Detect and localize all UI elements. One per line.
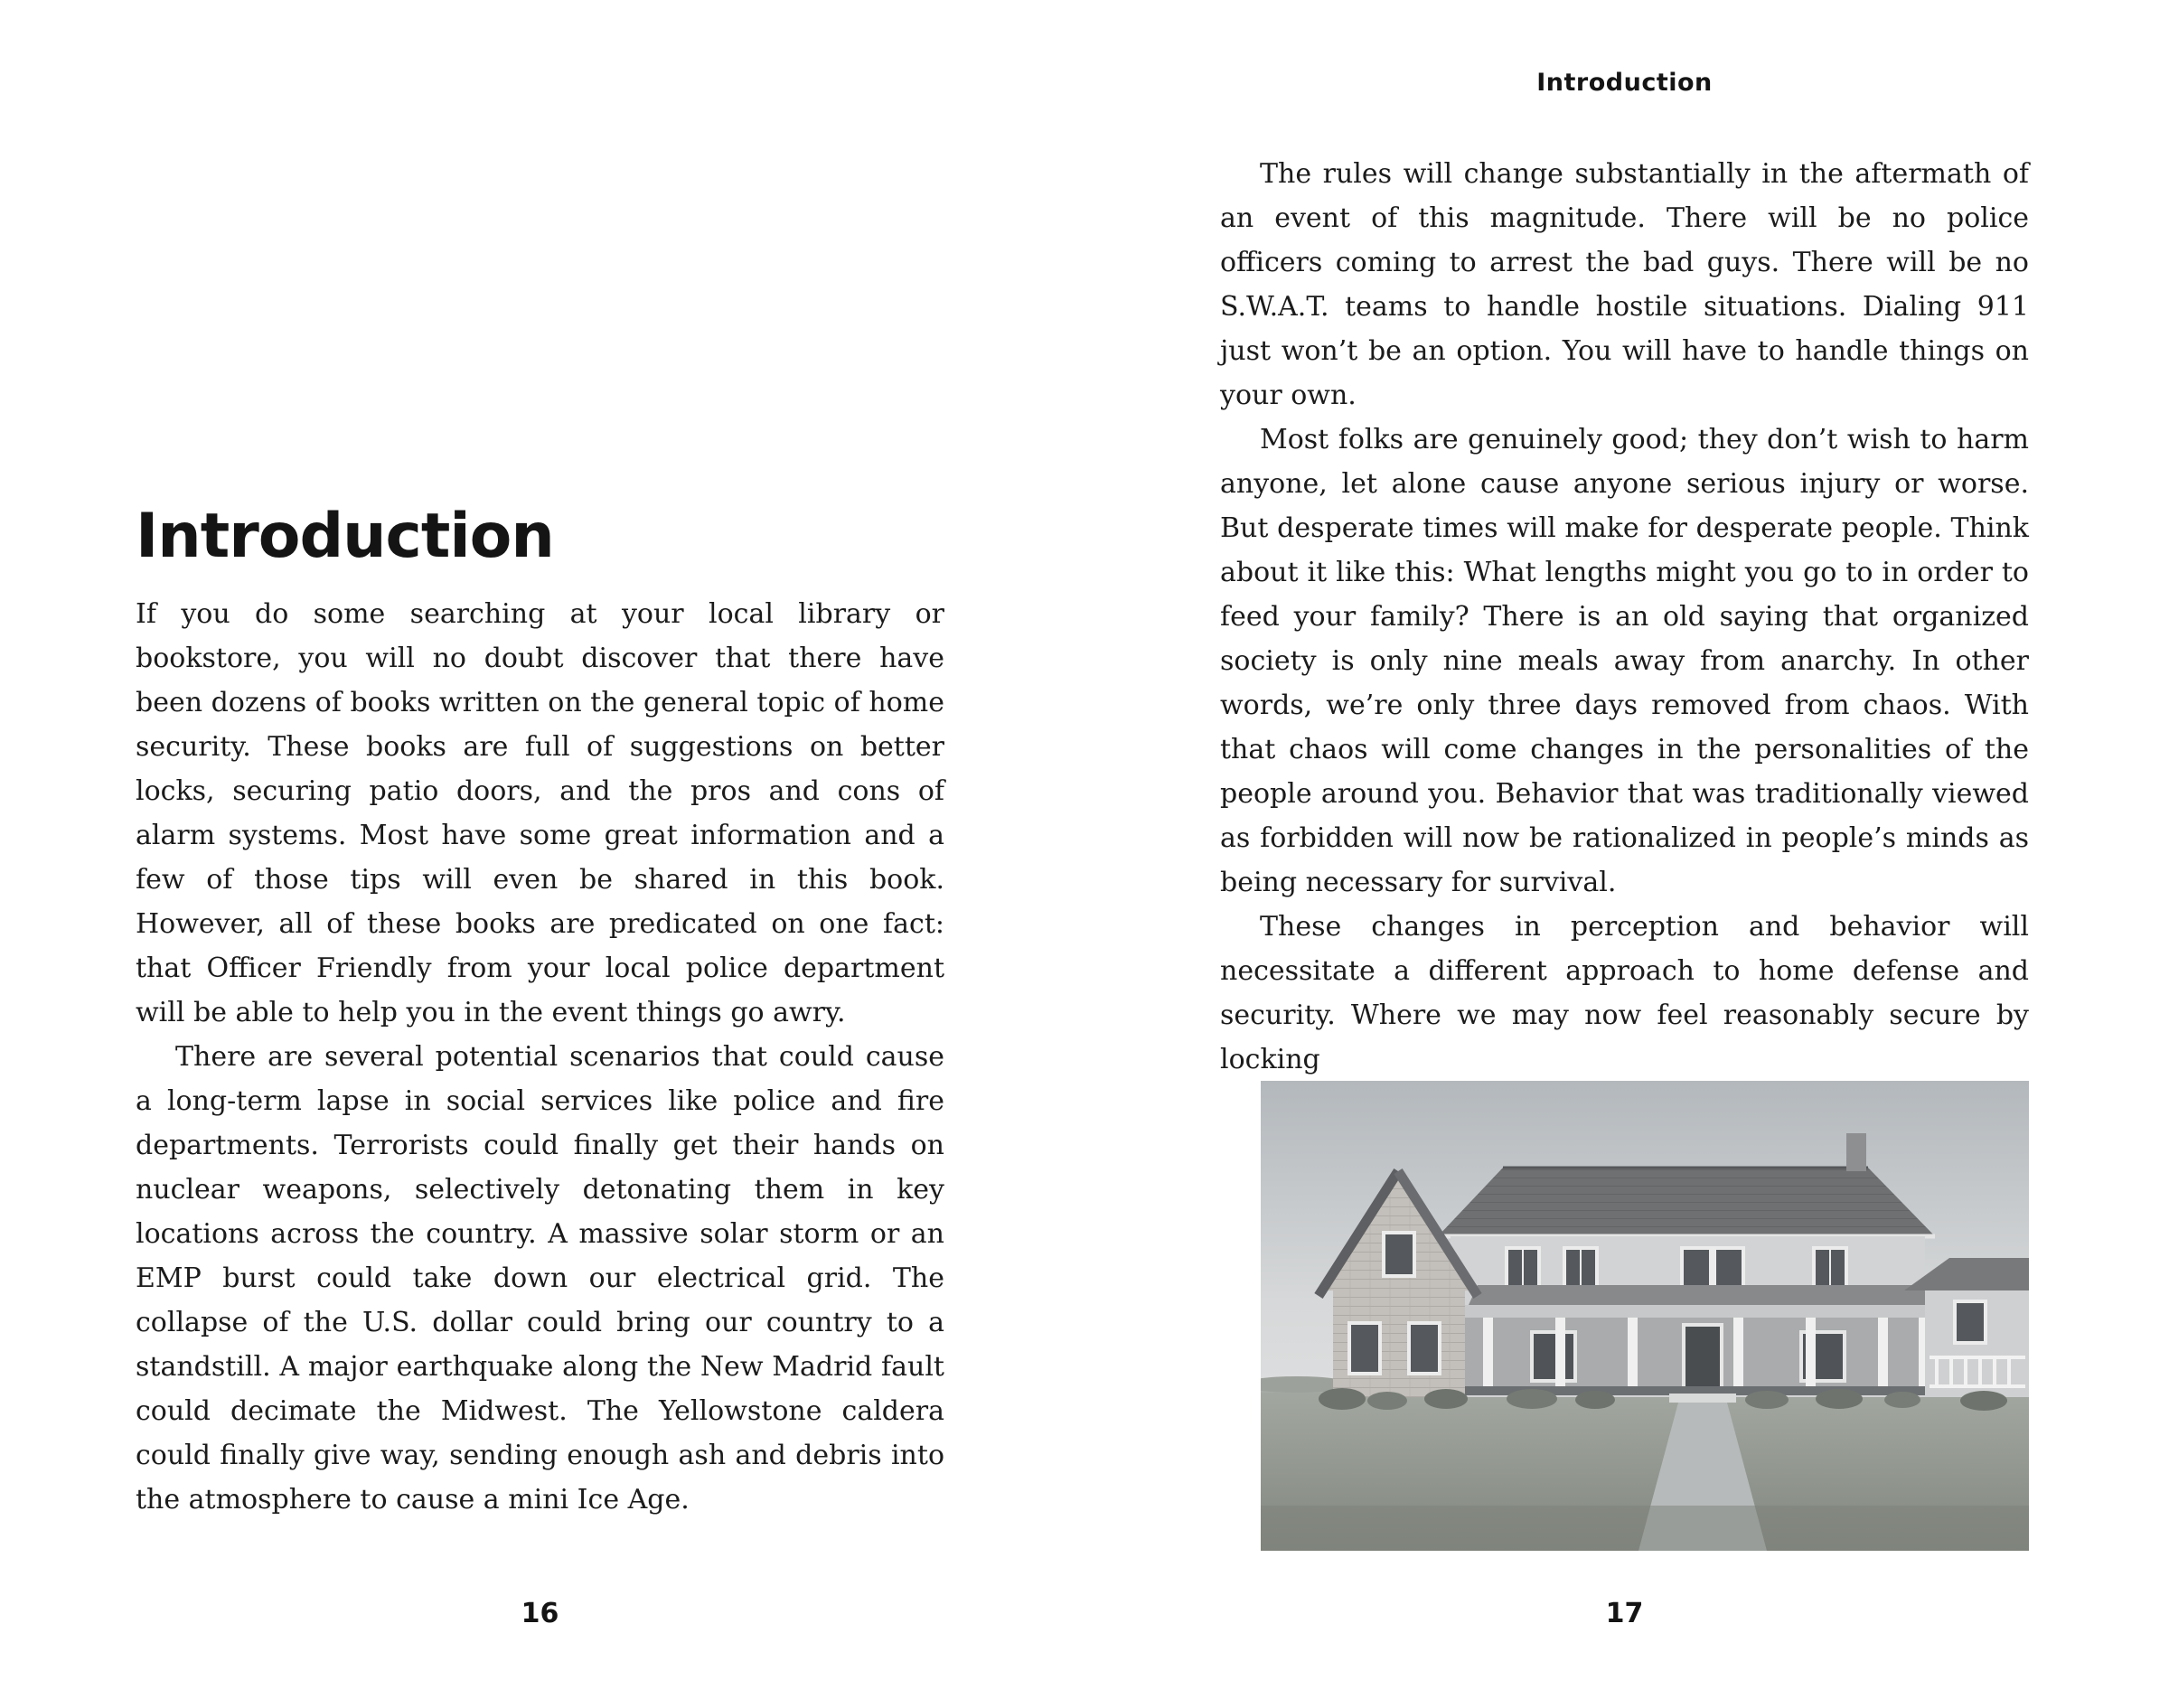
right-body-text: [1220, 152, 2029, 1082]
paragraph: The rules will change substantially in the aftermath of an event of this magnitude. There will be no police officers coming to arrest the bad guys. There will be no S.W.A.T. teams to handle hostile situations. Dialing 911 just won’t be an option. You will have to handle things on your own.: [1220, 158, 2029, 411]
right-page: [1084, 0, 2169, 1708]
paragraph: There are several potential scenarios that could cause a long-term lapse in social services like police and fire departments. Terrorists could finally get their hands on nuclear weapons, selectively detonating them in key locations across the country. A massive solar storm or an EMP burst could take down our electrical grid. The collapse of the U.S. dollar could bring our country to a standstill. A major earthquake along the New Madrid fault could decimate the Midwest. The Yellowstone caldera could finally give way, sending enough ash and debris into the atmosphere to cause a mini Ice Age.: [136, 1041, 944, 1516]
house-photo: [1261, 1081, 2029, 1551]
paragraph: These changes in perception and behavior will necessitate a different approach to home defense and security. Where we may now feel reasonably secure by locking: [1220, 911, 2029, 1075]
photo-front-door: [1684, 1325, 1722, 1390]
chapter-title: Introduction: [136, 500, 554, 572]
left-body-text: [136, 592, 944, 1522]
paragraph: Most folks are genuinely good; they don’t wish to harm anyone, let alone cause anyone serious injury or worse. But desperate times will make for desperate people. Think about it like this: What lengths might you go to in order to feed your family? There is an old saying that organized society is only nine meals away from anarchy. In other words, we’re only three days removed from chaos. With that chaos will come changes in the personalities of the people around you. Behavior that was traditionally viewed as forbidden will now be rationalized in people’s minds as being necessary for survival.: [1220, 424, 2029, 898]
paragraph: If you do some searching at your local library or bookstore, you will no doubt discover that there have been dozens of books written on the general topic of home security. These books are full of suggestions on better locks, securing patio doors, and the pros and cons of alarm systems. Most have some great information and a few of those tips will even be shared in this book. However, all of these books are predicated on one fact: that Officer Friendly from your local police department will be able to help you in the event things go awry.: [136, 598, 944, 1028]
house-photo-illustration: [1261, 1081, 2029, 1551]
photo-main-roof: [1438, 1168, 1935, 1236]
running-header: Introduction: [1536, 69, 1713, 97]
left-page: [0, 0, 1084, 1708]
page-number-left: 16: [521, 1598, 559, 1629]
page-number-right: 17: [1605, 1598, 1644, 1629]
